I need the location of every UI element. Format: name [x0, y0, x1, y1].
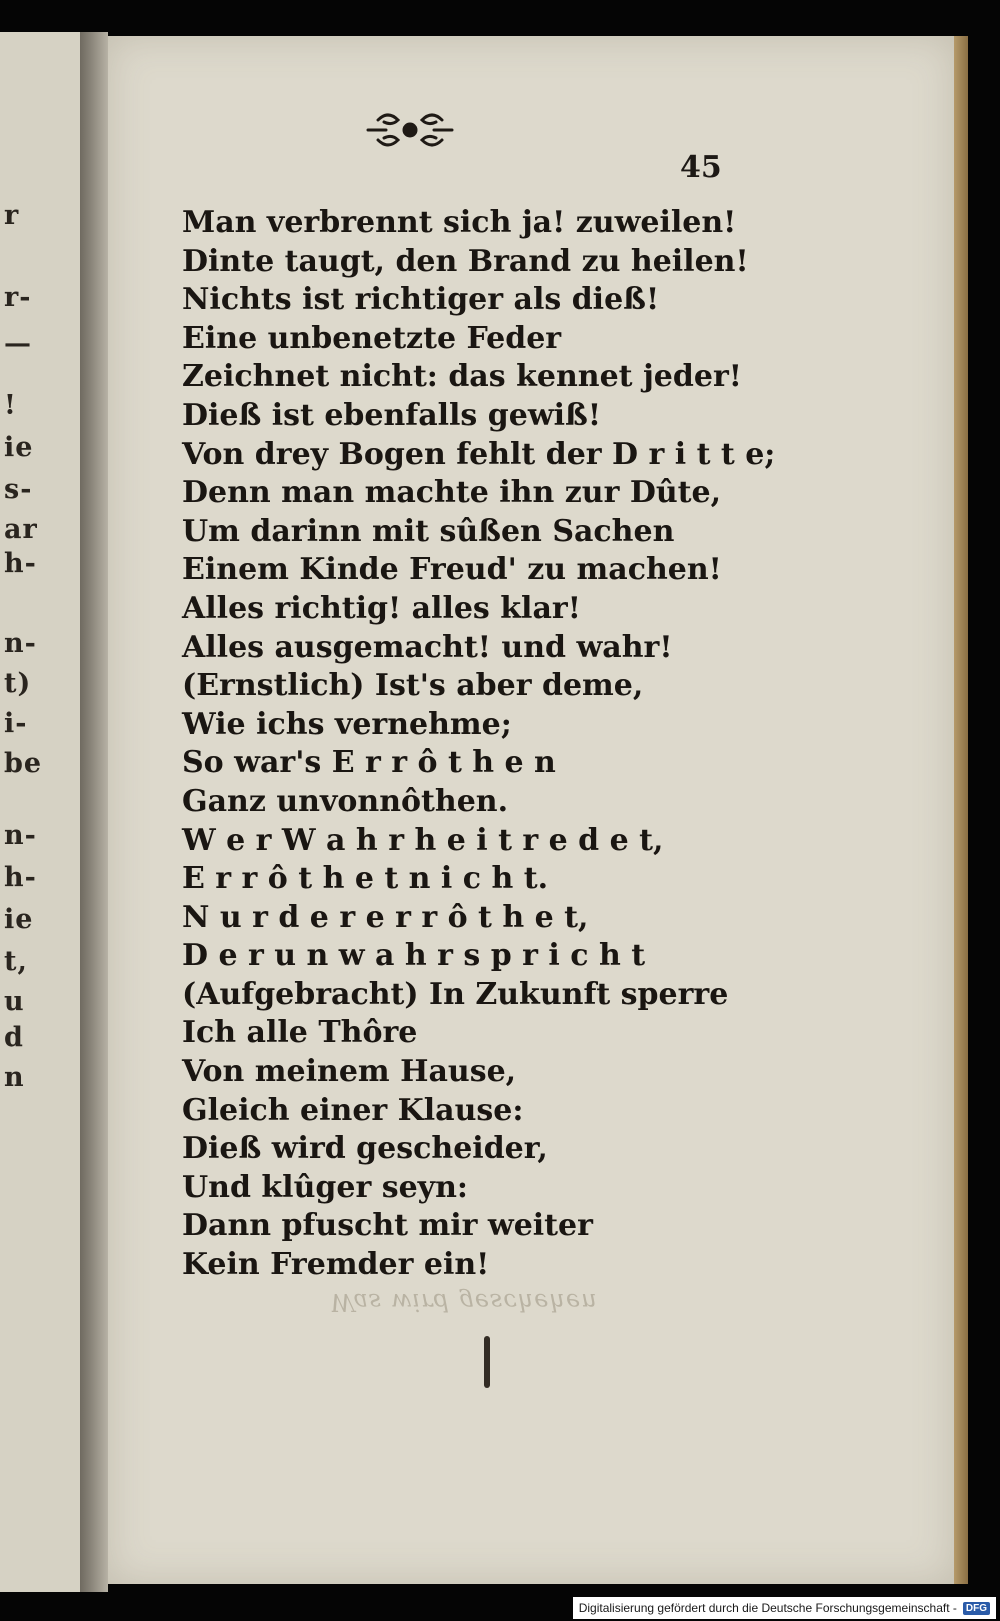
verse-line: Alles richtig! alles klar! — [182, 590, 581, 626]
verse-line: Eine unbenetzte Feder — [182, 320, 562, 356]
previous-page-fragment: u — [4, 986, 25, 1017]
verse-line: (Aufgebracht) In Zukunft sperre — [182, 976, 729, 1012]
verse-block — [182, 204, 802, 1285]
previous-page-fragment: ! — [4, 390, 17, 421]
verse-line: So war's E r r ô t h e n — [182, 745, 556, 781]
verse-line: Kein Fremder ein! — [182, 1247, 490, 1283]
previous-page-fragment: d — [4, 1022, 24, 1053]
verse-line: Wie ichs vernehme; — [182, 706, 512, 742]
page-number: 45 — [680, 150, 722, 185]
previous-page-fragment: — — [4, 328, 32, 359]
previous-page-fragment: n- — [4, 628, 37, 659]
previous-page-fragment: ie — [4, 432, 34, 463]
verse-line: Von drey Bogen fehlt der D r i t t e; — [182, 436, 776, 472]
verse-line: E r r ô t h e t n i c h t. — [182, 861, 549, 897]
verse-line: Einem Kinde Freud' zu machen! — [182, 552, 722, 588]
bleed-through-text: Was wird geschehen — [330, 1288, 598, 1316]
previous-page-fragment: s- — [4, 474, 33, 505]
digitization-footer — [573, 1597, 996, 1619]
verse-line: Dann pfuscht mir weiter — [182, 1208, 593, 1244]
page-edge — [954, 36, 968, 1584]
verse-line: Und klûger seyn: — [182, 1169, 468, 1205]
verse-line: Dinte taugt, den Brand zu heilen! — [182, 243, 749, 279]
previous-page-fragment: ie — [4, 904, 34, 935]
verse-line: Denn man machte ihn zur Dûte, — [182, 475, 722, 511]
verse-line: Alles ausgemacht! und wahr! — [182, 629, 673, 665]
previous-page-fragment: h- — [4, 548, 37, 579]
verse-line: Von meinem Hause, — [182, 1054, 517, 1090]
previous-page-fragment: be — [4, 748, 43, 779]
previous-page-fragment: r — [4, 200, 20, 231]
previous-page-fragment: n- — [4, 820, 37, 851]
verse-line: Dieß ist ebenfalls gewiß! — [182, 397, 602, 433]
verse-line: D e r u n w a h r s p r i c h t — [182, 938, 646, 974]
verse-line: Zeichnet nicht: das kennet jeder! — [182, 359, 742, 395]
dfg-logo: DFG — [963, 1602, 990, 1615]
previous-page-fragment: t, — [4, 946, 28, 977]
verse-line: W e r W a h r h e i t r e d e t, — [182, 822, 664, 858]
previous-page-fragment: t) — [4, 668, 32, 699]
book-gutter — [80, 32, 108, 1592]
verse-line: Ganz unvonnôthen. — [182, 783, 509, 819]
verse-line: Um darinn mit sûßen Sachen — [182, 513, 675, 549]
previous-page-fragment: r- — [4, 282, 32, 313]
previous-page-fragment: h- — [4, 862, 37, 893]
previous-page-fragment: i- — [4, 708, 28, 739]
verse-line: Man verbrennt sich ja! zuweilen! — [182, 205, 737, 240]
verse-line: Dieß wird gescheider, — [182, 1131, 548, 1167]
verse-line: (Ernstlich) Ist's aber deme, — [182, 668, 644, 704]
previous-page-edge — [0, 32, 80, 1592]
previous-page-fragment: n — [4, 1062, 25, 1093]
footer-credit: Digitalisierung gefördert durch die Deutsche Forschungsgemeinschaft - — [578, 1601, 957, 1615]
fleuron-ornament-icon — [350, 100, 470, 160]
previous-page-fragment: ar — [4, 514, 38, 545]
verse-line: Ich alle Thôre — [182, 1015, 418, 1051]
verse-line: N u r d e r e r r ô t h e t, — [182, 899, 589, 935]
verse-line: Nichts ist richtiger als dieß! — [182, 282, 660, 318]
verse-line: Gleich einer Klause: — [182, 1092, 524, 1128]
ink-mark — [484, 1336, 490, 1388]
